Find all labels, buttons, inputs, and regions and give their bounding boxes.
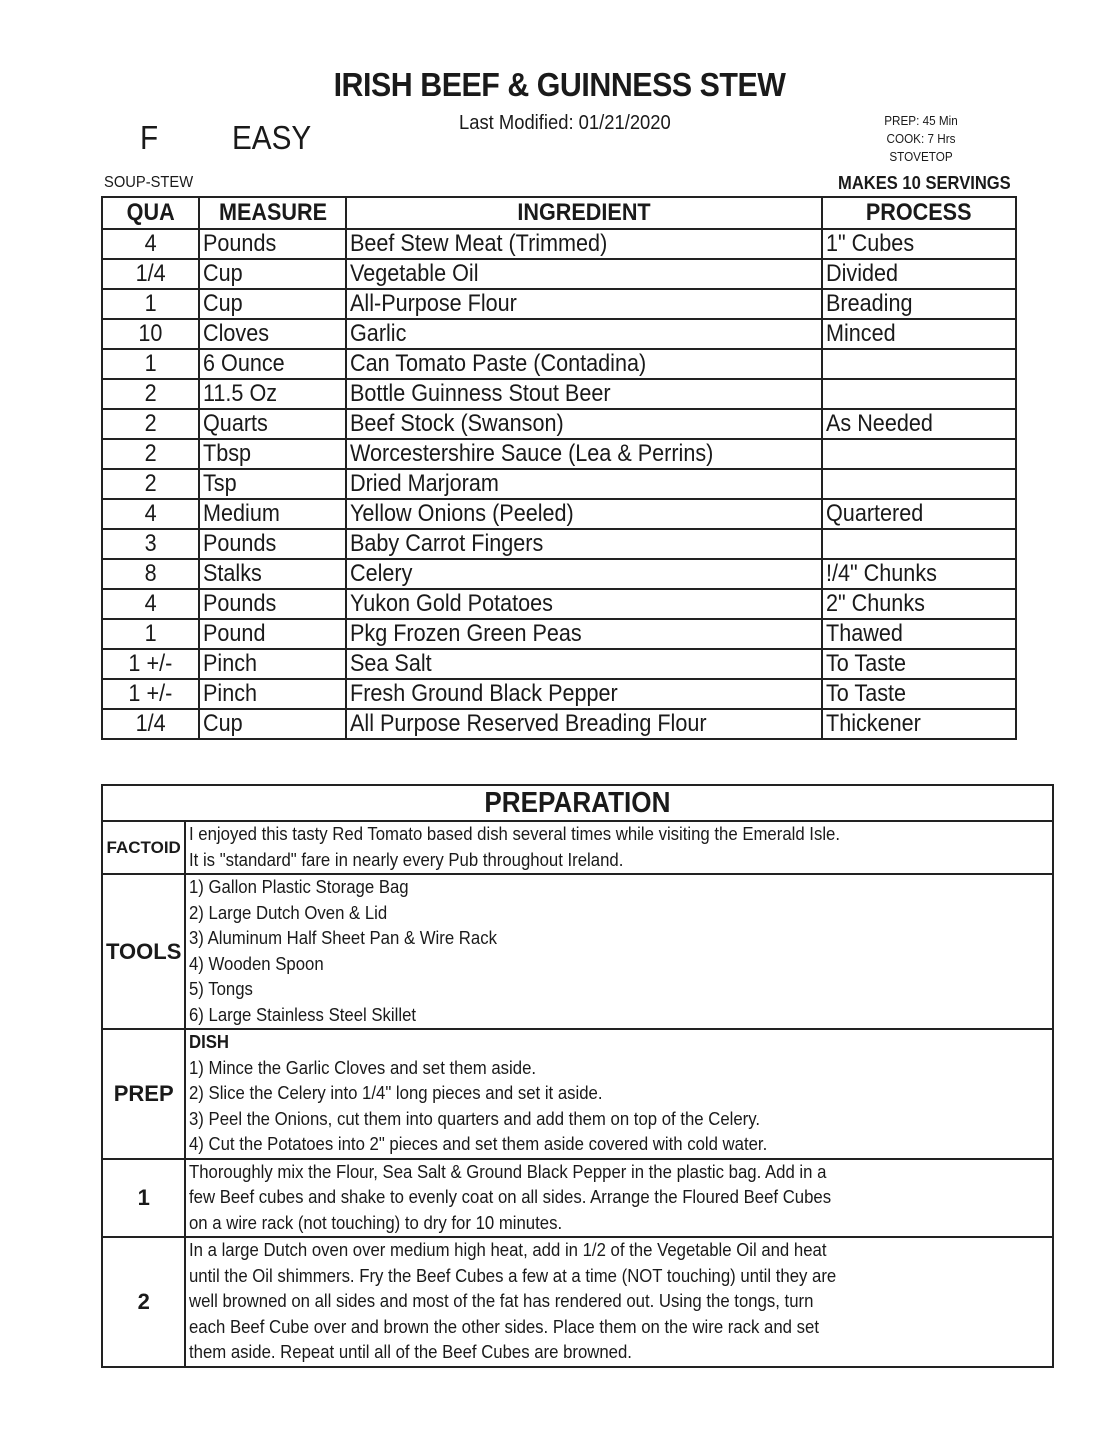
- prep-steps: [185, 1029, 1053, 1159]
- ingredient-row: [102, 499, 1016, 529]
- cook-time: COOK: 7 Hrs: [886, 131, 956, 146]
- ingredients-header-row: [102, 197, 1016, 229]
- column-header-ingredient: INGREDIENT: [346, 197, 822, 229]
- process-cell: Thickener: [822, 709, 1016, 739]
- text-line: 4) Cut the Potatoes into 2" pieces and set them aside covered with cold water.: [189, 1134, 768, 1154]
- ingredient-cell: Bottle Guinness Stout Beer: [346, 379, 822, 409]
- process-cell: To Taste: [822, 679, 1016, 709]
- process-cell: [822, 379, 1016, 409]
- ingredient-row: [102, 469, 1016, 499]
- quantity-cell: 4: [102, 229, 199, 259]
- ingredient-row: [102, 229, 1016, 259]
- ingredient-row: [102, 409, 1016, 439]
- ingredient-row: [102, 589, 1016, 619]
- measure-cell: Cup: [199, 259, 346, 289]
- text-line: 1) Gallon Plastic Storage Bag: [189, 877, 410, 897]
- ingredient-row: [102, 619, 1016, 649]
- quantity-cell: 1: [102, 349, 199, 379]
- process-cell: [822, 439, 1016, 469]
- measure-cell: Pinch: [199, 649, 346, 679]
- recipe-category: SOUP-STEW: [104, 174, 194, 191]
- step-text: [185, 1237, 1053, 1367]
- measure-cell: Pounds: [199, 229, 346, 259]
- tools-list: [185, 874, 1053, 1029]
- cook-method: STOVETOP: [889, 149, 953, 164]
- process-cell: [822, 469, 1016, 499]
- measure-cell: Cup: [199, 709, 346, 739]
- text-line: 3) Peel the Onions, cut them into quarters and add them on top of the Celery.: [189, 1108, 761, 1129]
- measure-cell: 11.5 Oz: [199, 379, 346, 409]
- text-line: 2) Slice the Celery into 1/4" long pieces and set it aside.: [189, 1083, 603, 1103]
- ingredient-cell: Worcestershire Sauce (Lea & Perrins): [346, 439, 822, 469]
- difficulty-level: EASY: [232, 119, 312, 156]
- ingredient-cell: Yukon Gold Potatoes: [346, 589, 822, 619]
- quantity-cell: 4: [102, 589, 199, 619]
- ingredient-cell: Beef Stock (Swanson): [346, 409, 822, 439]
- text-line: 3) Aluminum Half Sheet Pan & Wire Rack: [189, 928, 498, 948]
- preparation-heading: PREPARATION: [102, 785, 1053, 821]
- last-modified-date: Last Modified: 01/21/2020: [459, 112, 671, 134]
- measure-cell: Pounds: [199, 529, 346, 559]
- measure-cell: Pinch: [199, 679, 346, 709]
- text-line: Thoroughly mix the Flour, Sea Salt & Ground Black Pepper in the plastic bag. Add in a: [189, 1161, 827, 1182]
- ingredient-cell: Can Tomato Paste (Contadina): [346, 349, 822, 379]
- ingredient-cell: Sea Salt: [346, 649, 822, 679]
- tools-row: [102, 874, 1053, 1029]
- ingredient-cell: Celery: [346, 559, 822, 589]
- factoid-label: FACTOID: [102, 821, 185, 874]
- ingredient-row: [102, 709, 1016, 739]
- measure-cell: Pounds: [199, 589, 346, 619]
- ingredient-cell: All Purpose Reserved Breading Flour: [346, 709, 822, 739]
- prep-subheading: DISH: [189, 1032, 230, 1052]
- ingredients-table: [101, 196, 1017, 740]
- measure-cell: Tsp: [199, 469, 346, 499]
- step-row: [102, 1237, 1053, 1367]
- quantity-cell: 2: [102, 409, 199, 439]
- measure-cell: Medium: [199, 499, 346, 529]
- text-line: 6) Large Stainless Steel Skillet: [189, 1004, 417, 1025]
- process-cell: Thawed: [822, 619, 1016, 649]
- text-line: 4) Wooden Spoon: [189, 953, 325, 974]
- servings-count: MAKES 10 SERVINGS: [838, 173, 1011, 193]
- text-line: 2) Large Dutch Oven & Lid: [189, 902, 388, 923]
- text-line: In a large Dutch oven over medium high heat, add in 1/2 of the Vegetable Oil and heat: [189, 1240, 827, 1260]
- process-cell: To Taste: [822, 649, 1016, 679]
- quantity-cell: 3: [102, 529, 199, 559]
- quantity-cell: 4: [102, 499, 199, 529]
- measure-cell: Cloves: [199, 319, 346, 349]
- tools-label: TOOLS: [102, 874, 185, 1029]
- text-line: It is "standard" fare in nearly every Pub throughout Ireland.: [189, 849, 624, 870]
- ingredient-row: [102, 559, 1016, 589]
- quantity-cell: 2: [102, 469, 199, 499]
- text-line: well browned on all sides and most of the fat has rendered out. Using the tongs, turn: [189, 1291, 814, 1311]
- process-cell: 2" Chunks: [822, 589, 1016, 619]
- step-number: 2: [102, 1237, 185, 1367]
- process-cell: [822, 349, 1016, 379]
- ingredient-row: [102, 439, 1016, 469]
- text-line: on a wire rack (not touching) to dry for 10 minutes.: [189, 1212, 563, 1233]
- quantity-cell: 1: [102, 619, 199, 649]
- text-line: until the Oil shimmers. Fry the Beef Cubes a few at a time (NOT touching) until they are: [189, 1265, 837, 1286]
- quantity-cell: 2: [102, 379, 199, 409]
- process-cell: As Needed: [822, 409, 1016, 439]
- process-cell: Quartered: [822, 499, 1016, 529]
- ingredient-cell: Fresh Ground Black Pepper: [346, 679, 822, 709]
- quantity-cell: 1 +/-: [102, 679, 199, 709]
- ingredient-cell: All-Purpose Flour: [346, 289, 822, 319]
- measure-cell: Tbsp: [199, 439, 346, 469]
- process-cell: !/4" Chunks: [822, 559, 1016, 589]
- ingredient-cell: Vegetable Oil: [346, 259, 822, 289]
- factoid-text: [185, 821, 1053, 874]
- ingredient-row: [102, 649, 1016, 679]
- column-header-process: PROCESS: [822, 197, 1016, 229]
- process-cell: Divided: [822, 259, 1016, 289]
- ingredient-cell: Beef Stew Meat (Trimmed): [346, 229, 822, 259]
- measure-cell: Stalks: [199, 559, 346, 589]
- step-number: 1: [102, 1159, 185, 1238]
- text-line: I enjoyed this tasty Red Tomato based dish several times while visiting the Emerald Isle.: [189, 824, 841, 844]
- process-cell: Minced: [822, 319, 1016, 349]
- prep-row: [102, 1029, 1053, 1159]
- quantity-cell: 1 +/-: [102, 649, 199, 679]
- ingredient-row: [102, 259, 1016, 289]
- rating-grade: F: [140, 119, 159, 156]
- text-line: 1) Mince the Garlic Cloves and set them aside.: [189, 1057, 537, 1078]
- quantity-cell: 8: [102, 559, 199, 589]
- measure-cell: Quarts: [199, 409, 346, 439]
- column-header-measure: MEASURE: [199, 197, 346, 229]
- text-line: them aside. Repeat until all of the Beef Cubes are browned.: [189, 1342, 633, 1362]
- ingredient-row: [102, 529, 1016, 559]
- step-row: [102, 1159, 1053, 1238]
- measure-cell: Pound: [199, 619, 346, 649]
- recipe-title: IRISH BEEF & GUINNESS STEW: [333, 66, 786, 103]
- quantity-cell: 1: [102, 289, 199, 319]
- ingredient-row: [102, 319, 1016, 349]
- time-summary: [868, 112, 974, 166]
- measure-cell: Cup: [199, 289, 346, 319]
- preparation-table: [101, 784, 1054, 1368]
- quantity-cell: 10: [102, 319, 199, 349]
- ingredient-cell: Pkg Frozen Green Peas: [346, 619, 822, 649]
- measure-cell: 6 Ounce: [199, 349, 346, 379]
- ingredient-row: [102, 289, 1016, 319]
- ingredient-cell: Baby Carrot Fingers: [346, 529, 822, 559]
- quantity-cell: 2: [102, 439, 199, 469]
- ingredients-body: [102, 229, 1016, 739]
- text-line: few Beef cubes and shake to evenly coat on all sides. Arrange the Floured Beef Cubes: [189, 1187, 832, 1207]
- prep-time: PREP: 45 Min: [884, 113, 958, 128]
- prep-label: PREP: [102, 1029, 185, 1159]
- text-line: 5) Tongs: [189, 979, 254, 999]
- process-cell: [822, 529, 1016, 559]
- ingredient-cell: Garlic: [346, 319, 822, 349]
- ingredient-row: [102, 379, 1016, 409]
- ingredient-row: [102, 679, 1016, 709]
- ingredient-row: [102, 349, 1016, 379]
- process-cell: Breading: [822, 289, 1016, 319]
- column-header-qua: QUA: [102, 197, 199, 229]
- quantity-cell: 1/4: [102, 709, 199, 739]
- ingredient-cell: Yellow Onions (Peeled): [346, 499, 822, 529]
- factoid-row: [102, 821, 1053, 874]
- step-text: [185, 1159, 1053, 1238]
- quantity-cell: 1/4: [102, 259, 199, 289]
- process-cell: 1" Cubes: [822, 229, 1016, 259]
- ingredient-cell: Dried Marjoram: [346, 469, 822, 499]
- text-line: each Beef Cube over and brown the other sides. Place them on the wire rack and set: [189, 1316, 820, 1337]
